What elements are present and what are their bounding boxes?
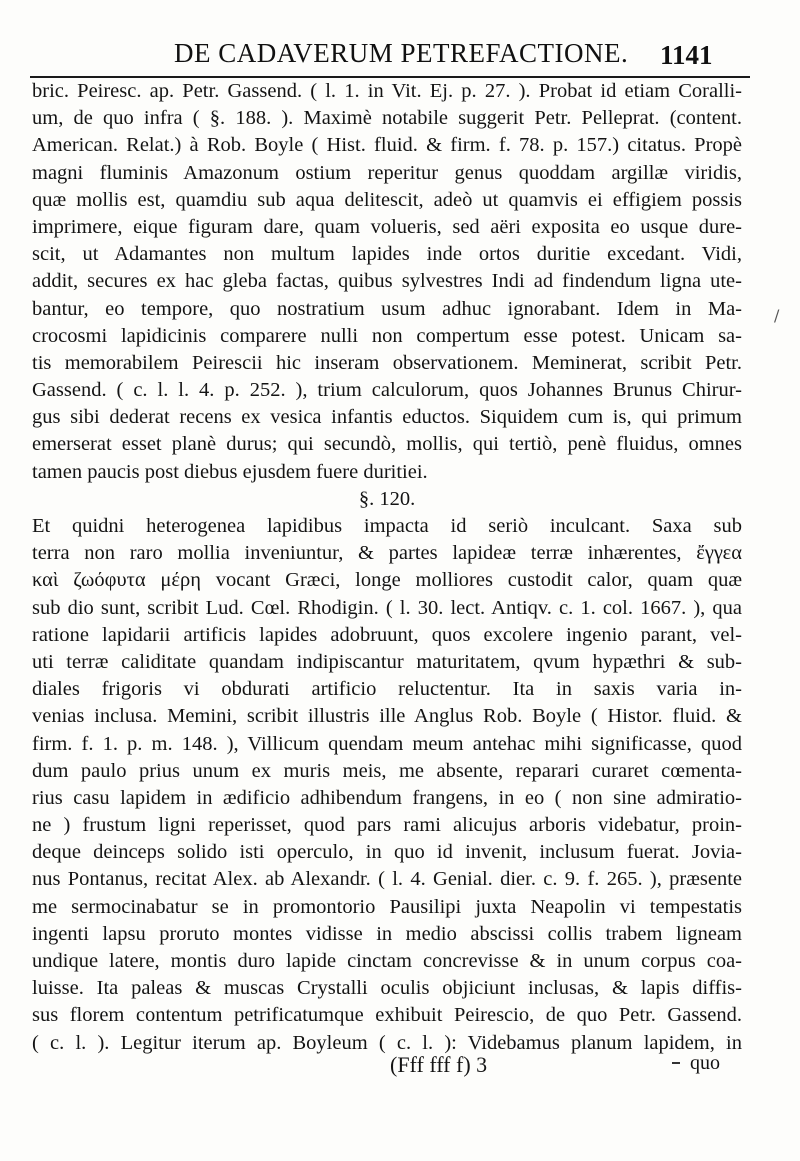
- text-line: me sermocinabatur se in promontorio Pausilipi juxta Neapolin vi tempestatis: [32, 895, 742, 918]
- text-line: firm. f. 1. p. m. 148. ), Villicum quendam meum antehac mihi significasse, quod: [32, 732, 742, 755]
- text-line: sus florem contentum petrificatumque exhibuit Peirescio, de quo Petr. Gassend.: [32, 1004, 742, 1027]
- text-line: um, de quo infra ( §. 188. ). Maximè notabile suggerit Petr. Pelleprat. (content.: [32, 107, 742, 130]
- text-line: ( c. l. ). Legitur iterum ap. Boyleum ( c. l. ): Videbamus planum lapidem, in: [32, 1031, 742, 1054]
- text-line: ne ) frustum ligni reperisset, quod pars rami alicujus arboris videbatur, proin-: [32, 814, 742, 837]
- text-line: καὶ ζωόφυτα μέρη vocant Græci, longe molliores custodit calor, quam quæ: [32, 569, 742, 592]
- text-line: gus sibi dederat recens ex vesica infantis eductos. Siquidem cum is, qui primum: [32, 406, 742, 429]
- text-line: crocosmi lapidicinis comparere nulli non compertum esse potest. Unicam sa-: [32, 324, 742, 347]
- margin-mark: /: [774, 306, 780, 325]
- text-line: addit, secures ex hac gleba factas, quibus sylvestres Indi ad findendum ligna ute-: [32, 270, 742, 293]
- text-line: sub dio sunt, scribit Lud. Cœl. Rhodigin. ( l. 30. lect. Antiqv. c. 1. col. 1667. ), qua: [32, 596, 742, 619]
- text-line: diales frigoris vi obdurati artificio reluctentur. Ita in saxis varia in-: [32, 678, 742, 701]
- body-text: [32, 78, 742, 1057]
- text-line: terra non raro mollia inveniuntur, & partes lapideæ terræ inhærentes, ἔγγεα: [32, 542, 742, 565]
- text-line: Gassend. ( c. l. l. 4. p. 252. ), trium calculorum, quos Johannes Brunus Chirur-: [32, 379, 742, 402]
- text-line: luisse. Ita paleas & muscas Crystalli oculis objiciunt inclusas, & lapis diffis-: [32, 977, 742, 1000]
- text-line: nus Pontanus, recitat Alex. ab Alexandr. ( l. 4. Genial. dier. c. 9. f. 265. ), præsente: [32, 868, 742, 891]
- text-line: American. Relat.) à Rob. Boyle ( Hist. fluid. & firm. f. 78. p. 157.) citatus. Propè: [32, 134, 742, 157]
- running-head-title: DE CADAVERUM PETREFACTIONE.: [174, 38, 629, 68]
- text-line: uti terræ caliditate quandam indipiscantur maturitatem, qvum hypæthri & sub-: [32, 650, 742, 673]
- text-line: emerserat esset planè durus; qui secundò, mollis, qui tertiò, penè fluidus, omnes: [32, 433, 742, 456]
- text-line: ratione lapidarii artificis lapides adobruunt, quos excolere ingenio parant, vel-: [32, 623, 742, 646]
- text-line: rius casu lapidem in ædificio adhibendum frangens, in eo ( non sine admiratio-: [32, 786, 742, 809]
- text-line: quæ mollis est, quamdiu sub aqua delitescit, adeò ut quamvis ei effigiem possis: [32, 188, 742, 211]
- text-line: imprimere, eique figuram dare, quam volueris, sed aëri exposita eo usque dure-: [32, 215, 742, 238]
- text-line: venias inclusa. Memini, scribit illustris ille Anglus Rob. Boyle ( Histor. fluid. &: [32, 705, 742, 728]
- catchword: quo: [690, 1052, 720, 1074]
- text-line: scit, ut Adamantes non multum lapides inde ortos duritie excedant. Vidi,: [32, 243, 742, 266]
- text-line: undique latere, montis duro lapide cinctam concrevisse & in unum corpus coa-: [32, 950, 742, 972]
- text-line: bantur, eo tempore, quo nostratium usum adhuc ignorabant. Idem in Ma-: [32, 297, 742, 320]
- text-line: tis memorabilem Peirescii hic inseram observationem. Meminerat, scribit Petr.: [32, 351, 742, 374]
- text-line: Et quidni heterogenea lapidibus impacta id seriò inculcant. Saxa sub: [32, 515, 742, 537]
- text-line: dum paulo prius unum ex muris meis, me absente, reparari curaret cœmenta-: [32, 759, 742, 782]
- signature-mark: (Fff fff f) 3: [390, 1052, 488, 1077]
- text-line: ingenti lapsu proruto montes vidisse in medio abscissi collis trabem ligneam: [32, 922, 742, 945]
- text-line: tamen paucis post diebus ejusdem fuere duritiei.: [32, 460, 428, 483]
- catchword-dash: [672, 1062, 680, 1064]
- section-heading: §. 120.: [358, 487, 416, 510]
- text-line: bric. Peiresc. ap. Petr. Gassend. ( l. 1. in Vit. Ej. p. 27. ). Probat id etiam Coralli-: [32, 80, 742, 102]
- page-number: 1141: [660, 40, 713, 70]
- text-line: magni fluminis Amazonum ostium reperitur genus quoddam argillæ viridis,: [32, 161, 742, 184]
- text-line: deque deinceps solido isti operculo, in quo id invenit, inclusum fuerat. Jovia-: [32, 841, 742, 864]
